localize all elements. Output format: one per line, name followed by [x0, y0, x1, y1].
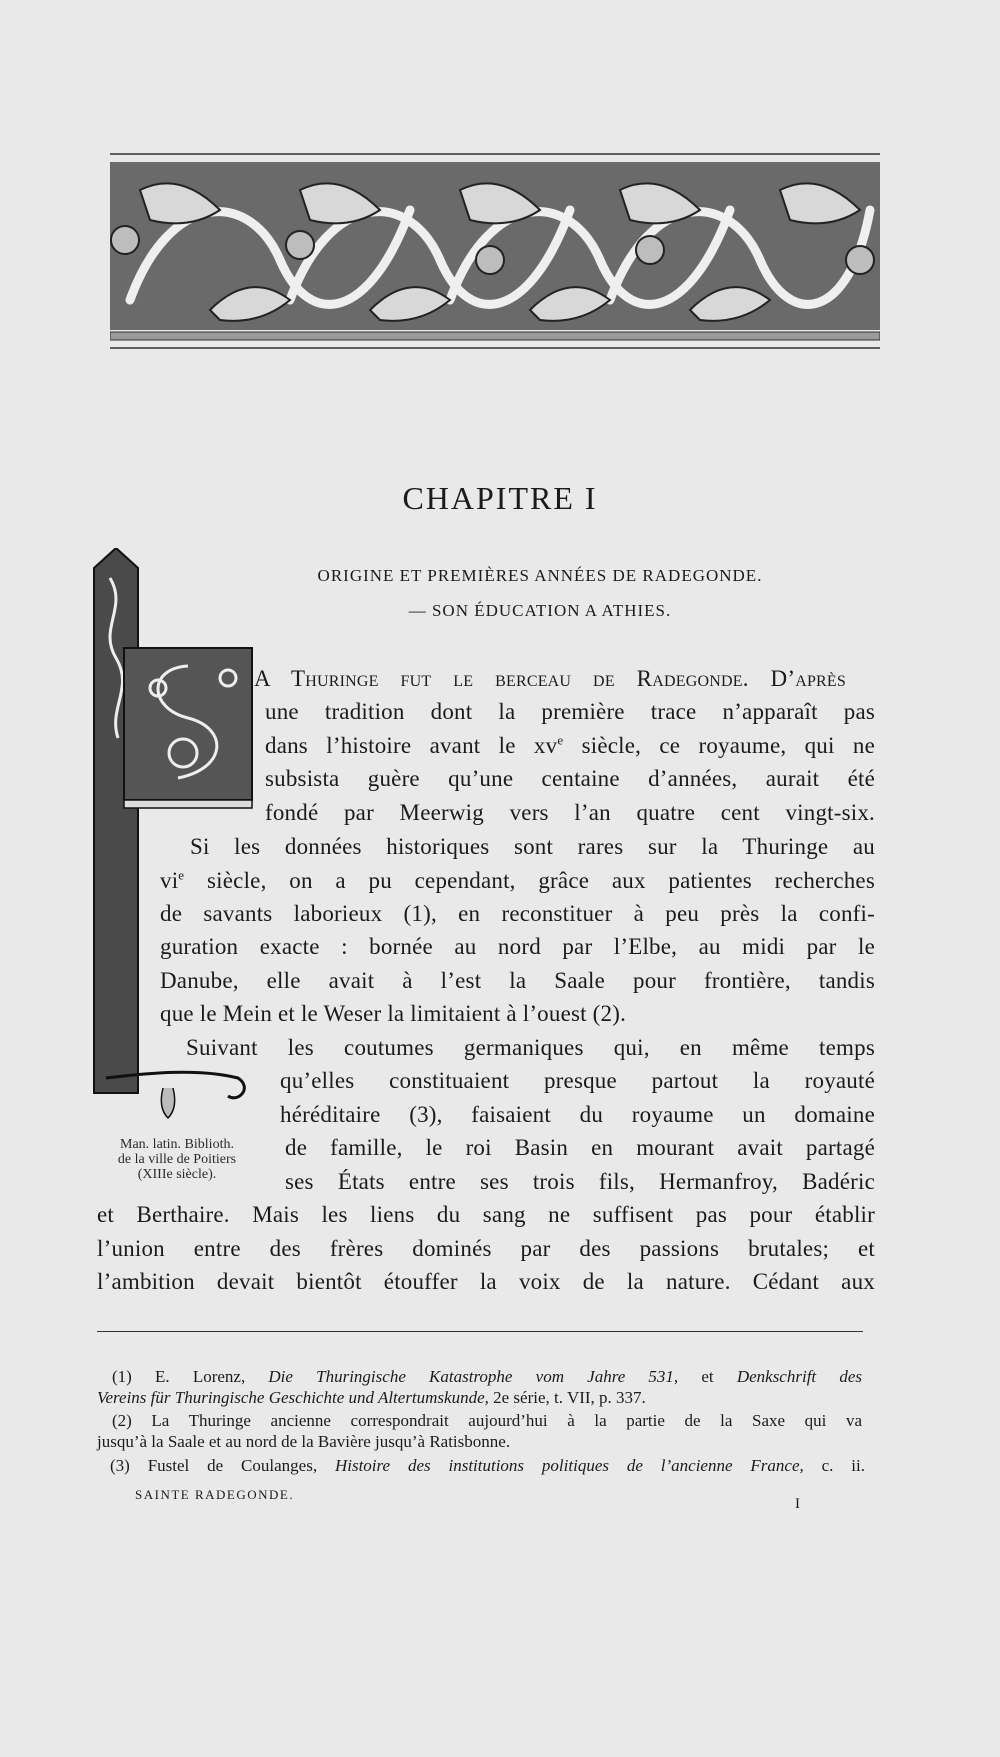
body-line: l’ambition devait bientôt étouffer la voix de la nature. Cédant aux	[97, 1269, 875, 1294]
chapter-subtitle-line-2: — SON ÉDUCATION A ATHIES.	[408, 601, 672, 620]
body-line: Danube, elle avait à l’est la Saale pour frontière, tandis	[160, 968, 875, 993]
body-line: de famille, le roi Basin en mourant avait partagé	[285, 1135, 875, 1160]
page-number: I	[795, 1496, 800, 1512]
body-line: Si les données historiques sont rares sur la Thuringe au	[190, 834, 875, 859]
chapter-subtitle-line-1: ORIGINE ET PREMIÈRES ANNÉES DE RADEGONDE.	[317, 566, 763, 585]
ornamental-frieze-illustration	[110, 150, 880, 356]
caption-line: de la ville de Poitiers	[117, 1152, 237, 1167]
footnote: (1) E. Lorenz, Die Thuringische Katastrophe vom Jahre 531, et Denkschrift des	[112, 1367, 862, 1386]
body-line: que le Mein et le Weser la limitaient à l’ouest (2).	[160, 1001, 627, 1026]
body-line: Suivant les coutumes germaniques qui, en même temps	[186, 1035, 875, 1060]
footnote: jusqu’à la Saale et au nord de la Bavière jusqu’à Ratisbonne.	[97, 1432, 511, 1451]
body-line: qu’elles constituaient presque partout la royauté	[280, 1068, 875, 1093]
body-line: subsista guère qu’une centaine d’années, aurait été	[265, 766, 875, 791]
footnote: (2) La Thuringe ancienne correspondrait aujourd’hui à la partie de la Saxe qui va	[112, 1411, 862, 1430]
body-line: dans l’histoire avant le $xv^e$ siècle, ce royaume, qui ne	[265, 732, 875, 758]
footnote-separator-rule	[97, 1331, 863, 1332]
caption-line: Man. latin. Biblioth.	[120, 1137, 234, 1152]
body-line: l’union entre des frères dominés par des passions brutales; et	[97, 1236, 875, 1261]
footnote: (3) Fustel de Coulanges, Histoire des institutions politiques de l’ancienne France, c. ii.	[110, 1456, 865, 1475]
caption-line: (XIIIe siècle).	[137, 1167, 217, 1182]
illustration-caption	[82, 1137, 272, 1182]
body-line: héréditaire (3), faisaient du royaume un domaine	[280, 1102, 875, 1127]
body-line: et Berthaire. Mais les liens du sang ne suffisent pas pour établir	[97, 1202, 875, 1227]
running-title: SAINTE RADEGONDE.	[135, 1487, 295, 1502]
body-line: A Thuringe fut le berceau de Radegonde. D’après	[254, 666, 846, 691]
footnote: Vereins für Thuringische Geschichte und Altertumskunde, 2e série, t. VII, p. 337.	[97, 1388, 646, 1407]
body-line: fondé par Meerwig vers l’an quatre cent vingt-six.	[265, 800, 875, 825]
body-line: de savants laborieux (1), en reconstituer à peu près la confi-	[160, 901, 875, 926]
body-line: une tradition dont la première trace n’apparaît pas	[265, 699, 875, 724]
chapter-title: CHAPITRE I	[402, 480, 598, 516]
body-line: $vi^e$ siècle, on a pu cependant, grâce aux patientes recherches	[160, 867, 875, 893]
body-line: guration exacte : bornée au nord par l’Elbe, au midi par le	[160, 934, 875, 959]
body-line: ses États entre ses trois fils, Hermanfroy, Badéric	[285, 1169, 875, 1194]
